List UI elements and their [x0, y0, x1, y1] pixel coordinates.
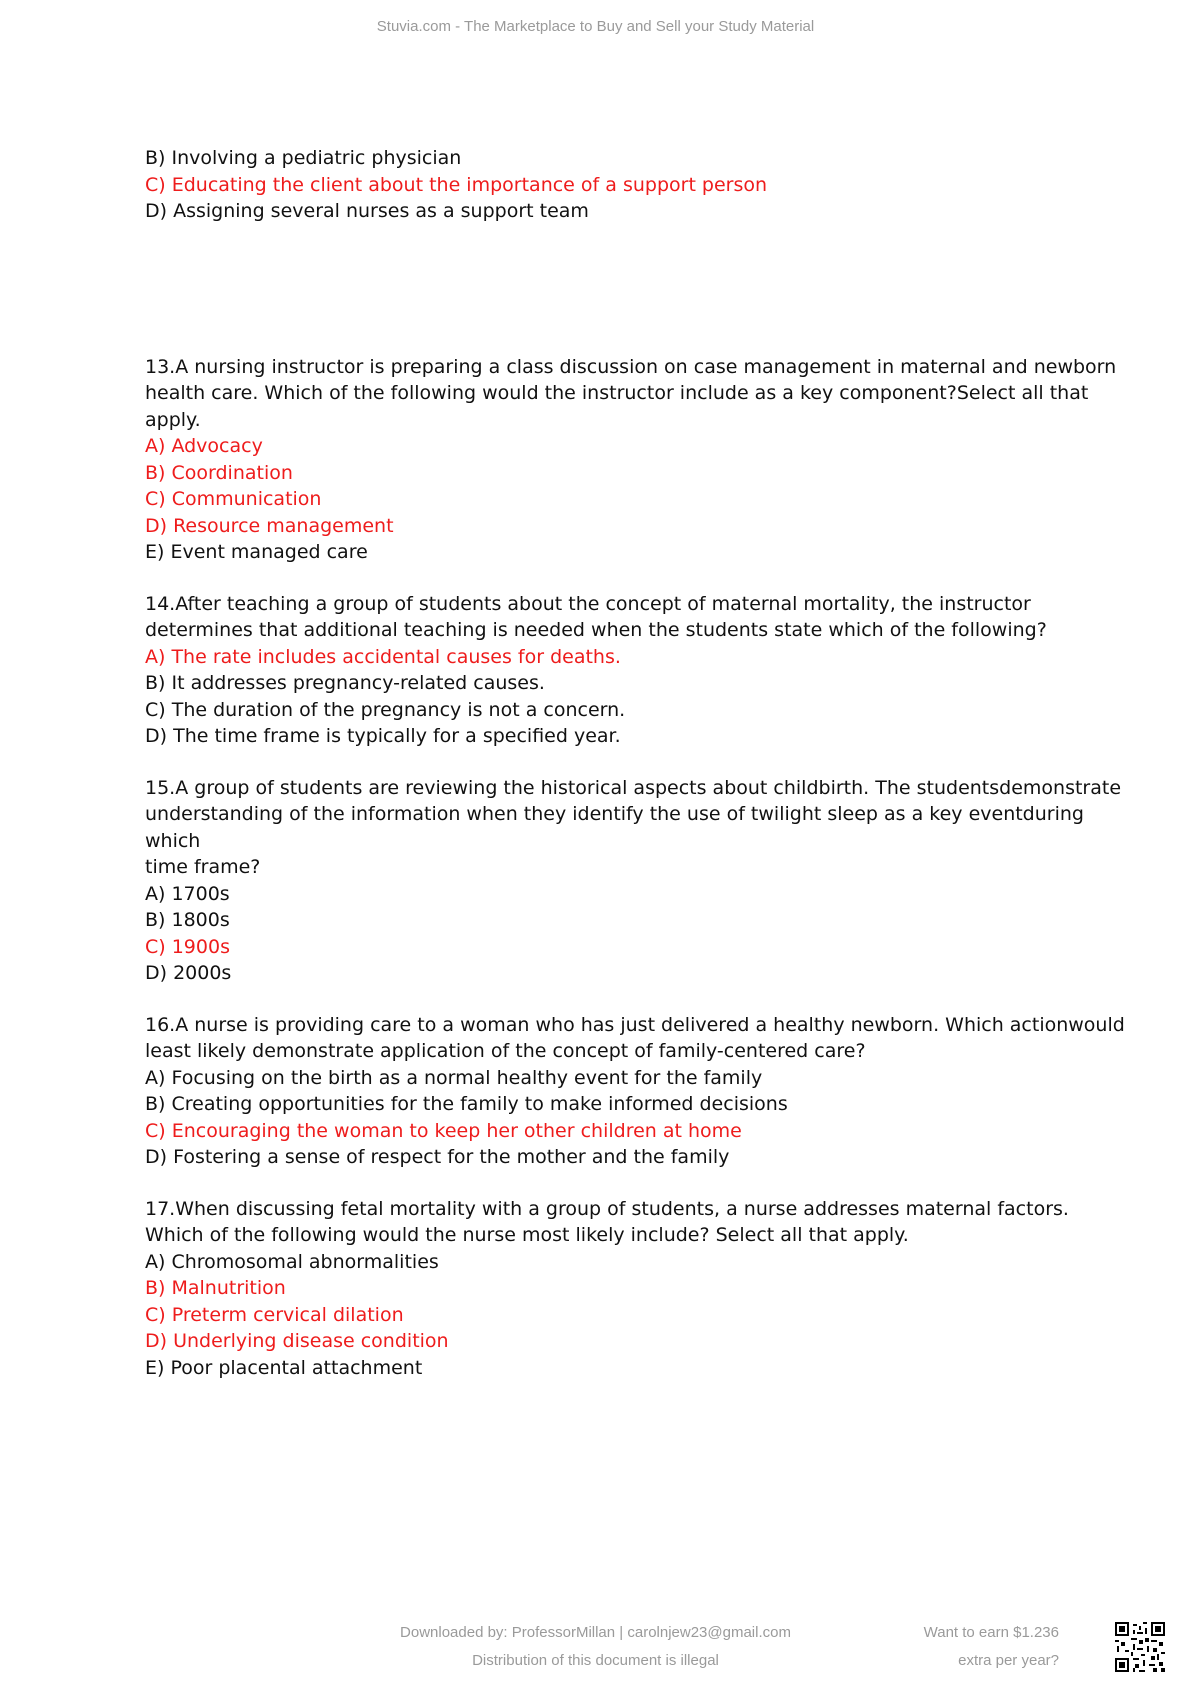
answer-option-correct: B) Coordination	[145, 461, 293, 484]
question-text: Which of the following would the nurse most likely include? Select all that apply.	[145, 1224, 909, 1246]
answer-option: B) 1800s	[145, 909, 230, 931]
question-15	[145, 775, 1122, 987]
stuvia-header: Stuvia.com - The Marketplace to Buy and Sell your Study Material	[376, 18, 815, 35]
downloaded-by-text: Downloaded by: ProfessorMillan | carolnjew23@gmail.com	[400, 1624, 791, 1641]
answer-option-correct: D) Underlying disease condition	[145, 1330, 449, 1352]
answer-option: D) Fostering a sense of respect for the mother and the family	[145, 1146, 730, 1168]
answer-option: A) 1700s	[145, 882, 230, 905]
answer-option: B) Creating opportunities for the family to make informed decisions	[145, 1093, 788, 1115]
question-text: 15.A group of students are reviewing the historical aspects about childbirth. The studentsdemonstrate	[145, 776, 1122, 799]
answer-option-correct: C) 1900s	[145, 935, 230, 958]
answer-option: D) The time frame is typically for a specified year.	[145, 725, 621, 747]
question-text: time frame?	[145, 856, 261, 878]
answer-option-correct: B) Malnutrition	[145, 1277, 286, 1299]
answer-option: D) 2000s	[145, 962, 232, 984]
carryover-option-correct: C) Educating the client about the importance of a support person	[145, 173, 768, 196]
question-text: determines that additional teaching is needed when the students state which of the following?	[145, 619, 1047, 641]
carryover-option: D) Assigning several nurses as a support team	[145, 200, 589, 222]
earn-promo-line1[interactable]: Want to earn $1.236	[923, 1624, 1059, 1641]
question-text: 17.When discussing fetal mortality with a group of students, a nurse addresses maternal factors.	[145, 1197, 1069, 1220]
answer-option-correct: D) Resource management	[145, 514, 394, 537]
answer-option-correct: C) Communication	[145, 488, 322, 510]
answer-option: E) Poor placental attachment	[145, 1356, 423, 1379]
question-16	[145, 1012, 1125, 1171]
question-text: health care. Which of the following would the instructor include as a key component?Select all that	[145, 382, 1089, 404]
question-text: understanding of the information when they identify the use of twilight sleep as a key eventduring	[145, 803, 1084, 825]
question-text: 13.A nursing instructor is preparing a class discussion on case management in maternal and newborn	[145, 355, 1117, 378]
distribution-notice: Distribution of this document is illegal	[472, 1652, 719, 1669]
question-text: which	[145, 829, 201, 852]
question-text: 14.After teaching a group of students about the concept of maternal mortality, the instructor	[145, 592, 1031, 615]
answer-option: C) The duration of the pregnancy is not a concern.	[145, 698, 626, 721]
answer-option: E) Event managed care	[145, 541, 368, 563]
earn-promo-line2[interactable]: extra per year?	[958, 1652, 1059, 1669]
answer-option: A) Focusing on the birth as a normal healthy event for the family	[145, 1066, 763, 1089]
carryover-options	[145, 145, 1095, 225]
question-text: least likely demonstrate application of the concept of family-centered care?	[145, 1040, 866, 1062]
answer-option-correct: C) Preterm cervical dilation	[145, 1303, 404, 1326]
carryover-option: B) Involving a pediatric physician	[145, 147, 462, 169]
question-text: 16.A nurse is providing care to a woman who has just delivered a healthy newborn. Which actionwould	[145, 1013, 1125, 1036]
question-text: apply.	[145, 408, 201, 431]
answer-option: B) It addresses pregnancy-related causes.	[145, 672, 545, 694]
answer-option-correct: A) The rate includes accidental causes for deaths.	[145, 645, 621, 668]
answer-option-correct: A) Advocacy	[145, 435, 263, 457]
answer-option-correct: C) Encouraging the woman to keep her other children at home	[145, 1119, 742, 1142]
question-14	[145, 591, 1095, 750]
document-body	[145, 145, 1125, 1381]
answer-option: A) Chromosomal abnormalities	[145, 1250, 439, 1273]
qr-code-icon[interactable]	[1115, 1622, 1165, 1672]
question-13	[145, 354, 1117, 566]
question-17	[145, 1196, 1095, 1382]
